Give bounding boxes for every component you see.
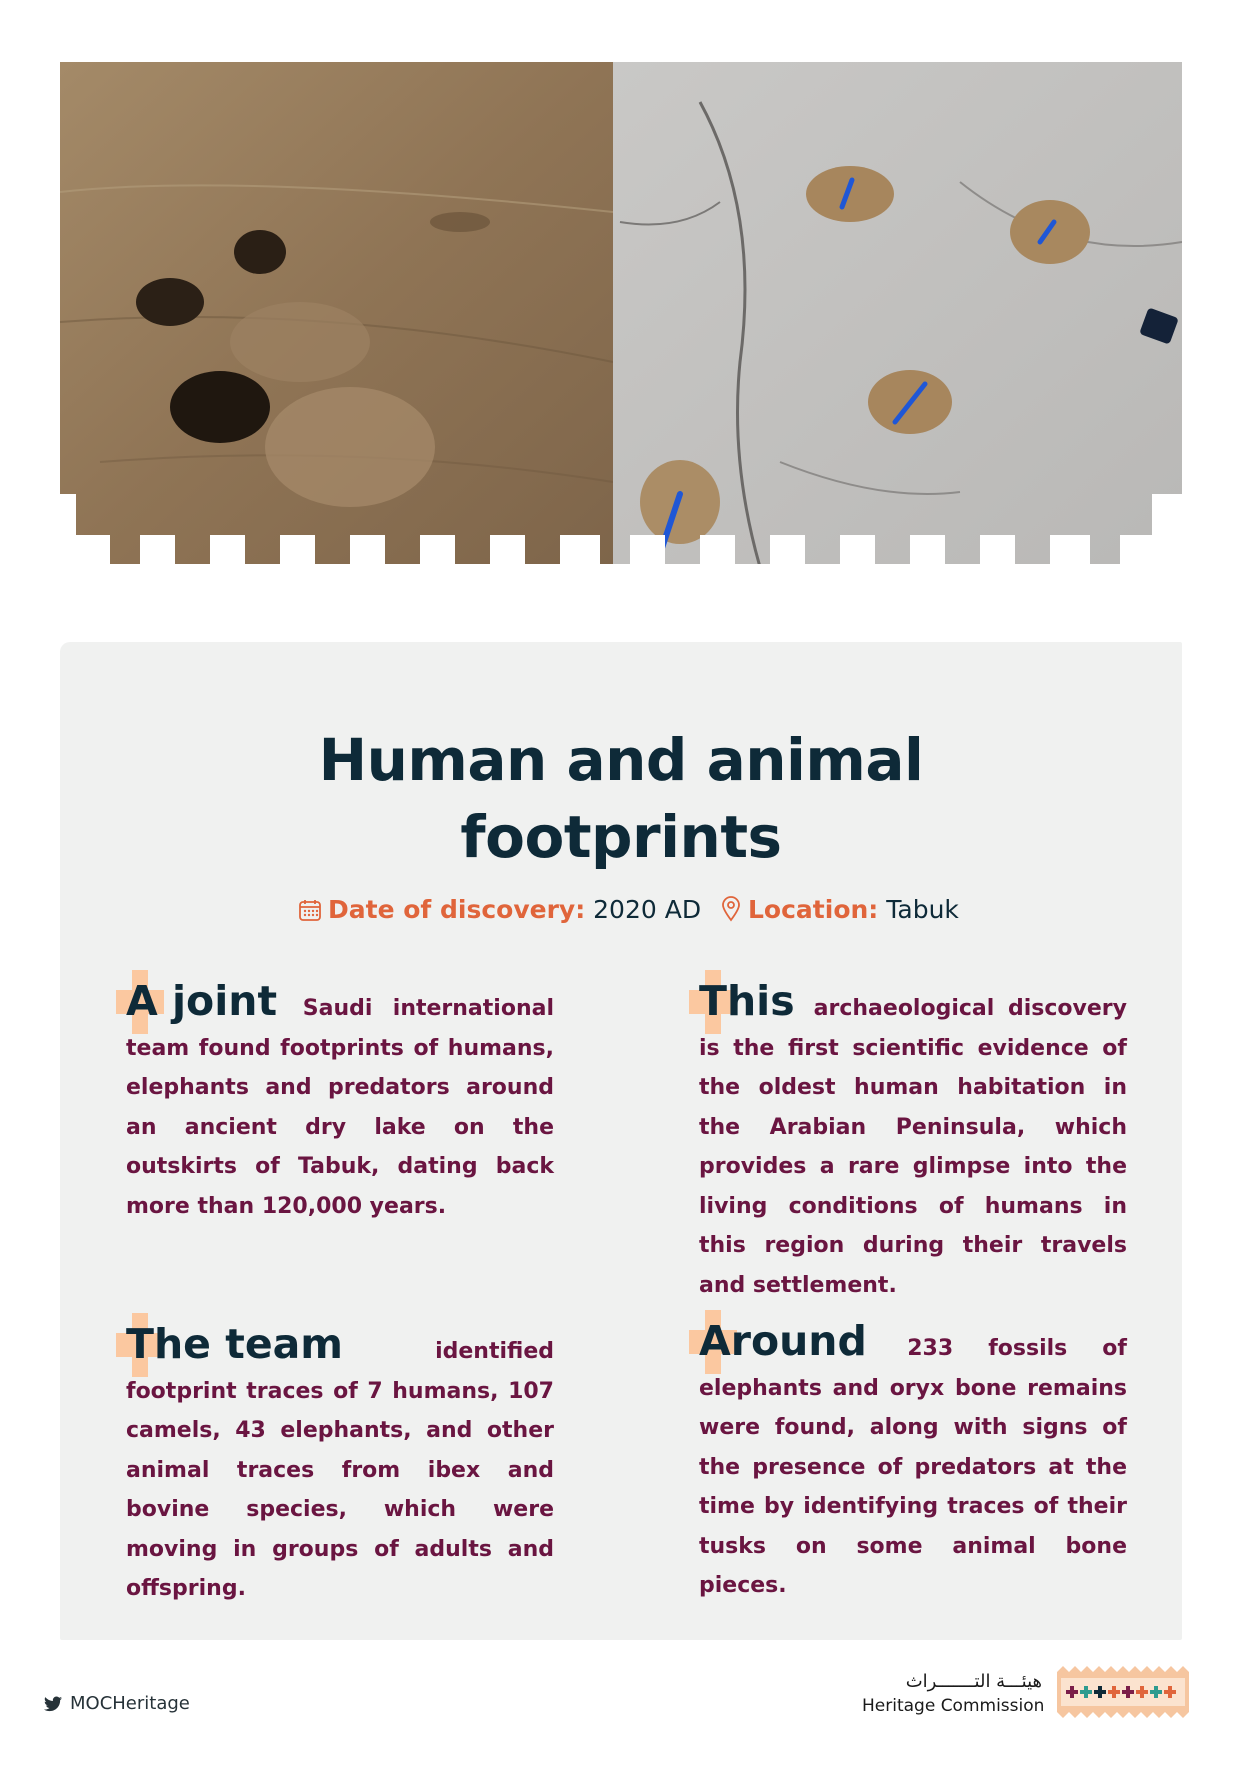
paragraph-text: Saudi international team found footprints of humans, elephants and predators around an ancient dry lake on the outskirts of Tabuk, dating back more than 120,000 years. (126, 996, 554, 1219)
photo-right-marked-footprints (613, 62, 1182, 567)
org-name-arabic: هيئـــة التـــــــراث (905, 1671, 1042, 1692)
paragraph-lead (699, 977, 795, 1025)
twitter-handle[interactable] (44, 1693, 190, 1714)
calendar-icon (298, 898, 322, 922)
discovery-location (720, 895, 959, 925)
paragraph-text: identified footprint traces of 7 humans, 107 camels, 43 elephants, and other animal traces from ibex and bovine species, which were moving in groups of adults and offspring. (126, 1339, 554, 1601)
paragraph-lead (126, 1320, 344, 1368)
lead-text: Around (699, 1317, 867, 1365)
date-label: Date of discovery: (328, 895, 586, 924)
twitter-handle-text: MOCHeritage (70, 1693, 190, 1714)
date-value: 2020 AD (585, 895, 702, 924)
photo-left-footprints (60, 62, 613, 567)
paragraph-discovery-significance (699, 977, 1127, 1305)
page-title (60, 722, 1182, 876)
location-value: Tabuk (878, 895, 959, 924)
paragraph-lead (126, 977, 278, 1025)
org-name-english: Heritage Commission (862, 1696, 1045, 1716)
paragraph-lead (699, 1317, 867, 1365)
paragraph-footprint-traces (126, 1320, 554, 1609)
page-title-line1: Human and animal (318, 726, 924, 794)
location-label: Location: (748, 895, 879, 924)
paragraph-fossils (699, 1317, 1127, 1606)
info-card (60, 642, 1182, 1640)
paragraph-joint-team (126, 977, 554, 1226)
paragraph-text: archaeological discovery is the first scientific evidence of the oldest human habitation in the Arabian Peninsula, which provides a rare glimpse into the living conditions of humans in this region during their travels and settlement. (699, 996, 1127, 1298)
lead-text: The team (126, 1320, 344, 1368)
paragraph-text: 233 fossils of elephants and oryx bone remains were found, along with signs of the presence of predators at the time by identifying traces of their tusks on some animal bone pieces. (699, 1336, 1127, 1598)
hero-photo-strip (60, 62, 1182, 567)
heritage-commission-logo (1057, 1666, 1189, 1718)
twitter-bird-icon (44, 1696, 62, 1712)
page-title-line2: footprints (460, 803, 782, 871)
lead-text: A joint (126, 977, 278, 1025)
organization-name (862, 1670, 1044, 1718)
lead-text: This (699, 977, 795, 1025)
location-pin-icon (720, 896, 742, 922)
discovery-date (298, 895, 701, 925)
